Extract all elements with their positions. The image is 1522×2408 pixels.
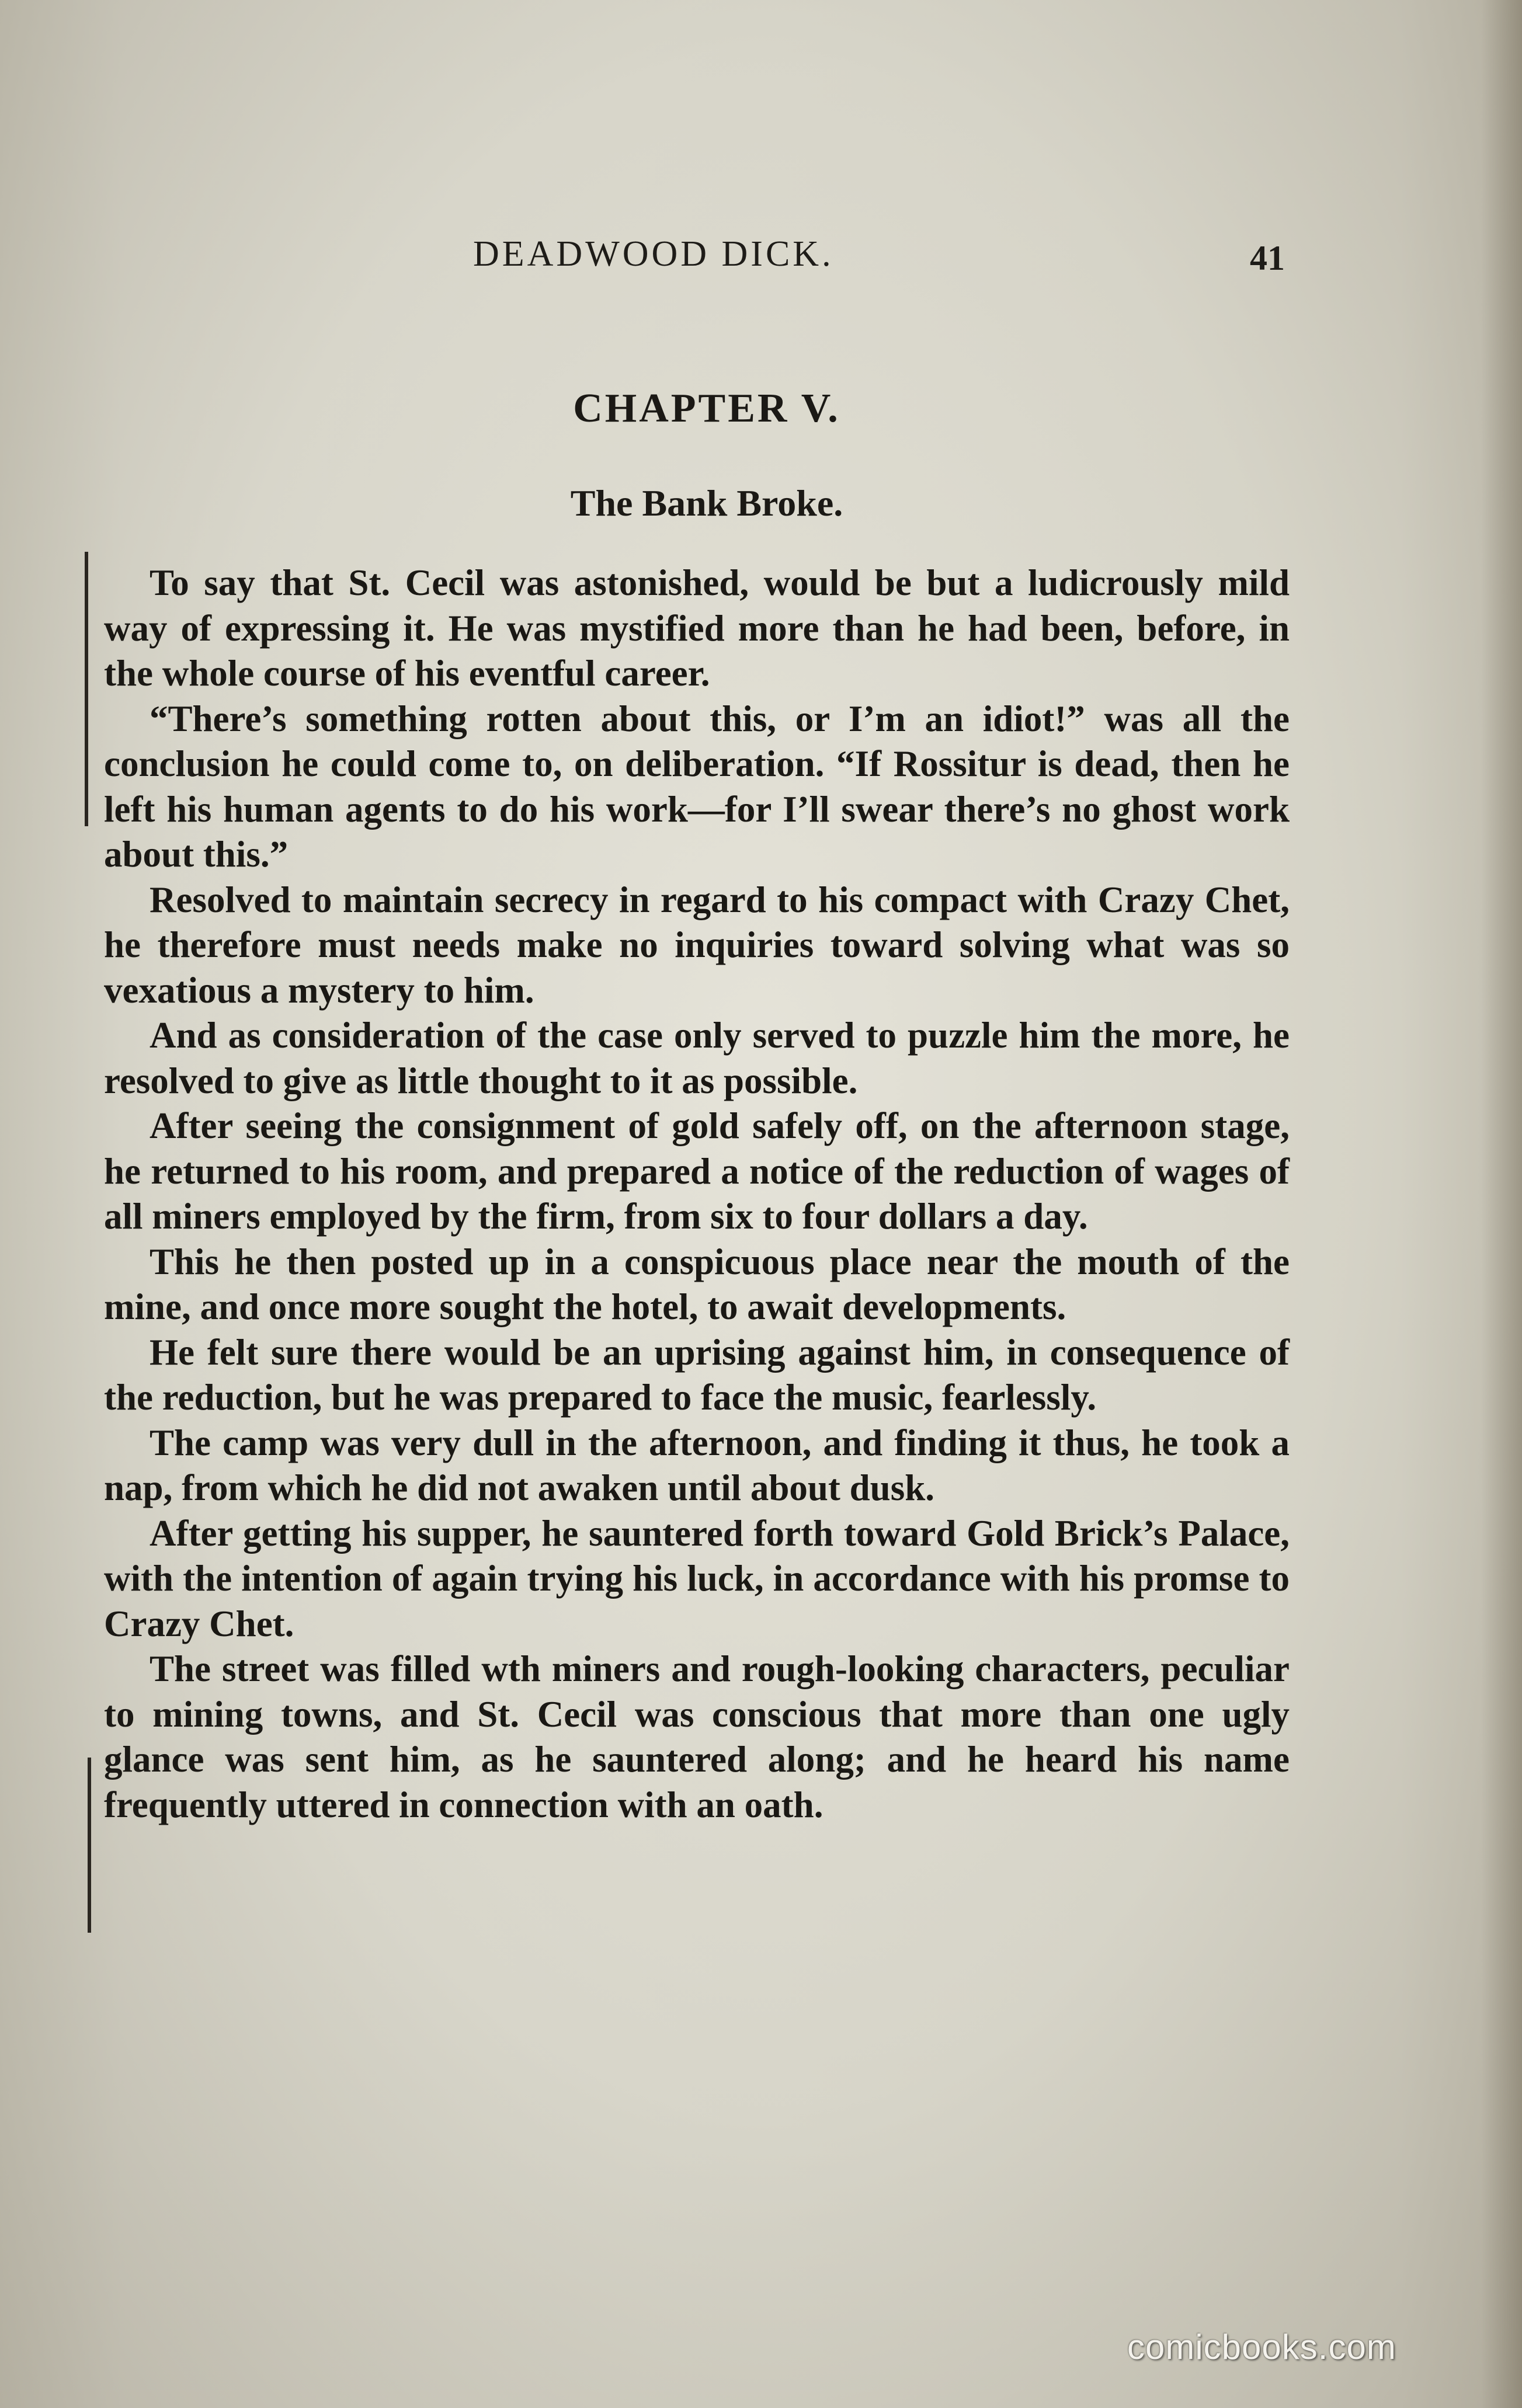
paragraph: The camp was very dull in the afternoon, and finding it thus, he took a nap, from which he did not awaken until about dusk. — [104, 1422, 1290, 1508]
page-edge-shadow — [1481, 0, 1522, 2408]
page-number: 41 — [1250, 239, 1285, 277]
paragraph: And as consideration of the case only served to puzzle him the more, he resolved to give as little thought to it as possible. — [104, 1015, 1290, 1101]
body-text — [104, 561, 1290, 1828]
watermark-logo: comicbooks.com — [1127, 2327, 1396, 2367]
margin-mark — [88, 1758, 91, 1933]
paragraph: “There’s something rotten about this, or I’m an idiot!” was all the conclusion he could come to, on deliberation. “If Rossitur is dead, then he left his human agents to do his work—for I’ll swear there’s no ghost work about this.” — [104, 698, 1290, 875]
chapter-title: CHAPTER V. — [573, 386, 840, 431]
running-title: DEADWOOD DICK. — [473, 234, 834, 274]
chapter-subtitle: The Bank Broke. — [570, 482, 843, 524]
paragraph: He felt sure there would be an uprising against him, in consequence of the reduction, but he was prepared to face the music, fearlessly. — [104, 1331, 1290, 1418]
margin-mark — [85, 552, 88, 826]
paragraph: After seeing the consignment of gold safely off, on the afternoon stage, he returned to his room, and prepared a notice of the reduction of wages of all miners employed by the firm, from six to four dollars a day. — [104, 1105, 1290, 1237]
paragraph: The street was filled wth miners and rough-looking characters, peculiar to mining towns, and St. Cecil was conscious that more than one ugly glance was sent him, as he sauntered along; and he heard his name frequently uttered in connection with an oath. — [104, 1648, 1290, 1825]
paragraph: Resolved to maintain secrecy in regard to his compact with Crazy Chet, he therefore must needs make no inquiries toward solving what was so vexatious a mystery to him. — [104, 879, 1290, 1011]
paragraph: This he then posted up in a conspicuous place near the mouth of the mine, and once more sought the hotel, to await developments. — [104, 1241, 1290, 1327]
paragraph: After getting his supper, he sauntered forth toward Gold Brick’s Palace, with the intention of again trying his luck, in accordance with his promse to Crazy Chet. — [104, 1512, 1290, 1644]
paragraph: To say that St. Cecil was astonished, would be but a ludicrously mild way of expressing it. He was mystified more than he had been, before, in the whole course of his eventful career. — [104, 562, 1290, 694]
